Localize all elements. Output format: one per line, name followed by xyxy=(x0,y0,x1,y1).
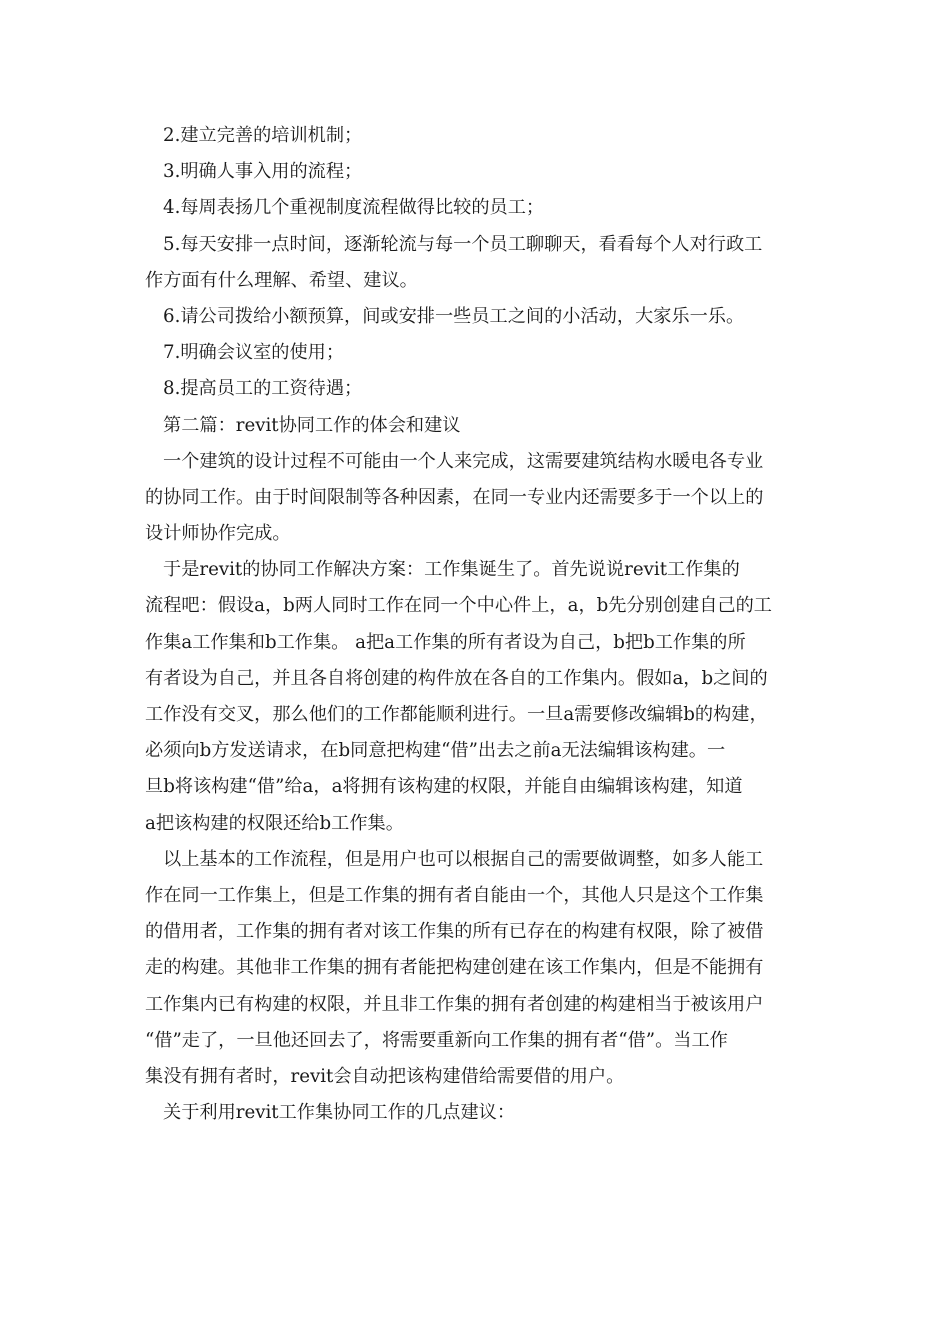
paragraph-line: 有者设为自己，并且各自将创建的构件放在各自的工作集内。假如a，b之间的 xyxy=(145,667,768,689)
list-item-continuation: 作方面有什么理解、希望、建议。 xyxy=(145,269,418,291)
list-item: 3.明确人事入用的流程； xyxy=(163,161,363,183)
paragraph-line: “借”走了，一旦他还回去了，将需要重新向工作集的拥有者“借”。当工作 xyxy=(145,1029,728,1051)
paragraph-line: 工作没有交叉，那么他们的工作都能顺利进行。一旦a需要修改编辑b的构建， xyxy=(145,704,768,725)
paragraph-line: 旦b将该构建“借”给a，a将拥有该构建的权限，并能自由编辑该构建，知道 xyxy=(145,776,743,798)
paragraph-line: 作在同一工作集上，但是工作集的拥有者自能由一个，其他人只是这个工作集 xyxy=(145,884,764,906)
section-title: 第二篇：revit协同工作的体会和建议 xyxy=(163,414,461,436)
list-item: 8.提高员工的工资待遇； xyxy=(163,378,363,400)
paragraph-line: 作集a工作集和b工作集。 a把a工作集的所有者设为自己，b把b工作集的所 xyxy=(145,631,746,653)
paragraph-line: 走的构建。其他非工作集的拥有者能把构建创建在该工作集内，但是不能拥有 xyxy=(145,957,764,979)
list-item: 5.每天安排一点时间，逐渐轮流与每一个员工聊聊天，看看每个人对行政工 xyxy=(163,233,763,255)
list-item: 7.明确会议室的使用； xyxy=(163,342,345,364)
paragraph-line: 于是revit的协同工作解决方案：工作集诞生了。首先说说revit工作集的 xyxy=(163,559,740,581)
paragraph-line: 流程吧：假设a，b两人同时工作在同一个中心件上，a，b先分别创建自己的工 xyxy=(145,595,772,617)
paragraph-line: a把该构建的权限还给b工作集。 xyxy=(145,812,404,834)
paragraph-line: 工作集内已有构建的权限，并且非工作集的拥有者创建的构建相当于被该用户 xyxy=(145,993,764,1015)
paragraph-line: 的借用者，工作集的拥有者对该工作集的所有已存在的构建有权限，除了被借 xyxy=(145,921,764,943)
paragraph-line: 必须向b方发送请求，在b同意把构建“借”出去之前a无法编辑该构建。一 xyxy=(145,740,726,762)
paragraph-line: 关于利用revit工作集协同工作的几点建议： xyxy=(163,1102,516,1124)
list-item: 6.请公司拨给小额预算，间或安排一些员工之间的小活动，大家乐一乐。 xyxy=(163,305,745,327)
paragraph-line: 一个建筑的设计过程不可能由一个人来完成，这需要建筑结构水暖电各专业 xyxy=(163,450,764,472)
paragraph-line: 集没有拥有者时，revit会自动把该构建借给需要借的用户。 xyxy=(145,1065,625,1087)
list-item: 2.建立完善的培训机制； xyxy=(163,125,363,146)
paragraph-line: 以上基本的工作流程，但是用户也可以根据自己的需要做调整，如多人能工 xyxy=(163,848,764,870)
paragraph-line: 设计师协作完成。 xyxy=(145,523,291,545)
list-item: 4.每周表扬几个重视制度流程做得比较的员工； xyxy=(163,197,545,219)
paragraph-line: 的协同工作。由于时间限制等各种因素，在同一专业内还需要多于一个以上的 xyxy=(145,486,764,508)
document-page xyxy=(145,118,807,1131)
